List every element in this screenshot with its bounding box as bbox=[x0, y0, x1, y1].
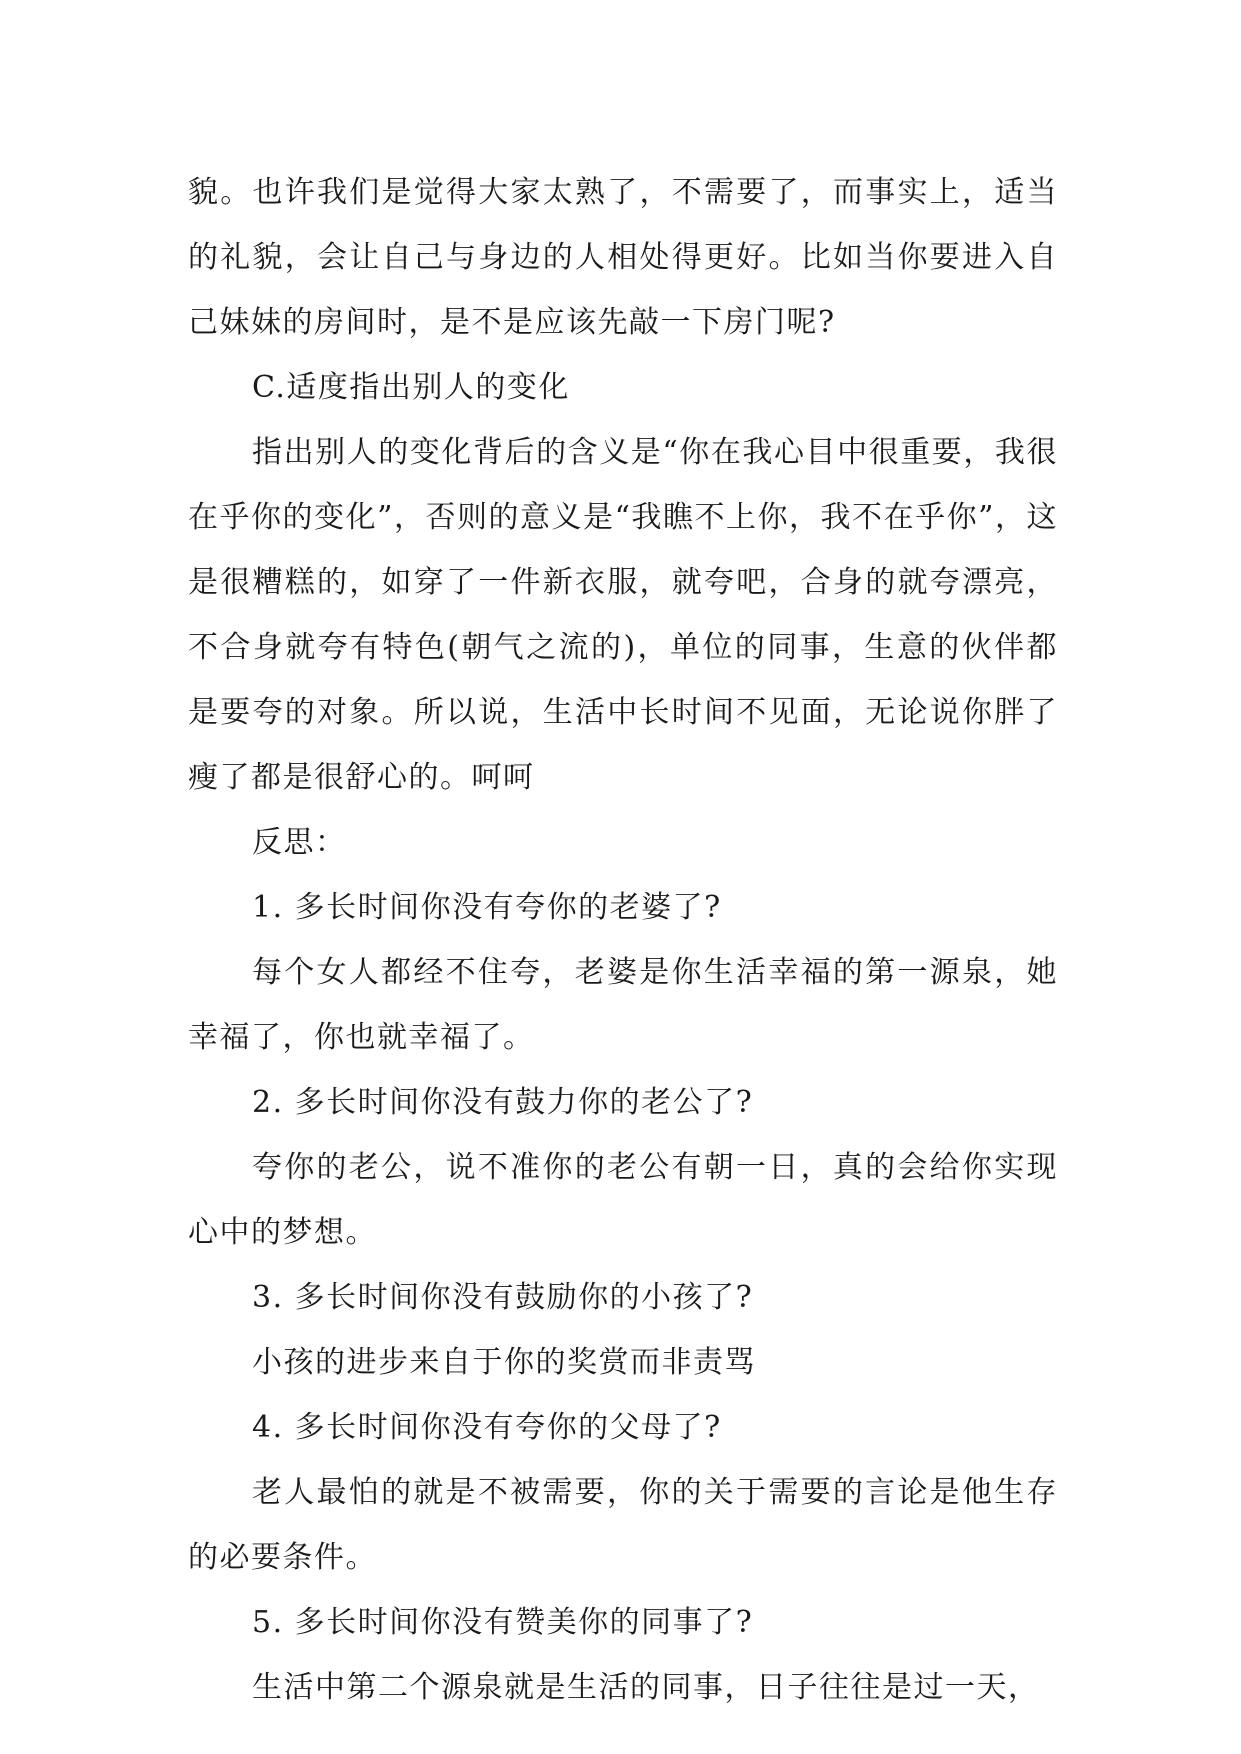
reflection-answer-2: 夸你的老公，说不准你的老公有朝一日，真的会给你实现心中的梦想。 bbox=[188, 1150, 1058, 1250]
reflection-answer-1: 每个女人都经不住夸，老婆是你生活幸福的第一源泉，她幸福了，你也就幸福了。 bbox=[188, 955, 1058, 1055]
reflection-answer-3: 小孩的进步来自于你的奖赏而非责骂 bbox=[252, 1345, 756, 1380]
document-body bbox=[188, 160, 1058, 1720]
reflection-answer-5: 生活中第二个源泉就是生活的同事，日子往往是过一天， bbox=[252, 1670, 1040, 1705]
reflection-question-4: 4. 多长时间你没有夸你的父母了? bbox=[252, 1410, 722, 1445]
section-heading-c: C.适度指出别人的变化 bbox=[252, 370, 570, 405]
reflection-heading: 反思： bbox=[252, 825, 347, 860]
reflection-question-1: 1. 多长时间你没有夸你的老婆了? bbox=[252, 890, 722, 925]
paragraph-continuation-courtesy: 貌。也许我们是觉得大家太熟了，不需要了，而事实上，适当的礼貌，会让自己与身边的人相处得更好。比如当你要进入自己妹妹的房间时，是不是应该先敲一下房门呢? bbox=[188, 175, 1058, 340]
reflection-question-5: 5. 多长时间你没有赞美你的同事了? bbox=[252, 1605, 754, 1640]
reflection-answer-4: 老人最怕的就是不被需要，你的关于需要的言论是他生存的必要条件。 bbox=[188, 1475, 1058, 1575]
reflection-question-2: 2. 多长时间你没有鼓力你的老公了? bbox=[252, 1085, 754, 1120]
paragraph-point-out-changes: 指出别人的变化背后的含义是“你在我心目中很重要，我很在乎你的变化”，否则的意义是“我瞧不上你，我不在乎你”，这是很糟糕的，如穿了一件新衣服，就夸吧，合身的就夸漂亮，不合身就夸有特色(朝气之流的)，单位的同事，生意的伙伴都是要夸的对象。所以说，生活中长时间不见面，无论说你胖了瘦了都是很舒心的。呵呵 bbox=[188, 435, 1058, 795]
reflection-question-3: 3. 多长时间你没有鼓励你的小孩了? bbox=[252, 1280, 754, 1315]
